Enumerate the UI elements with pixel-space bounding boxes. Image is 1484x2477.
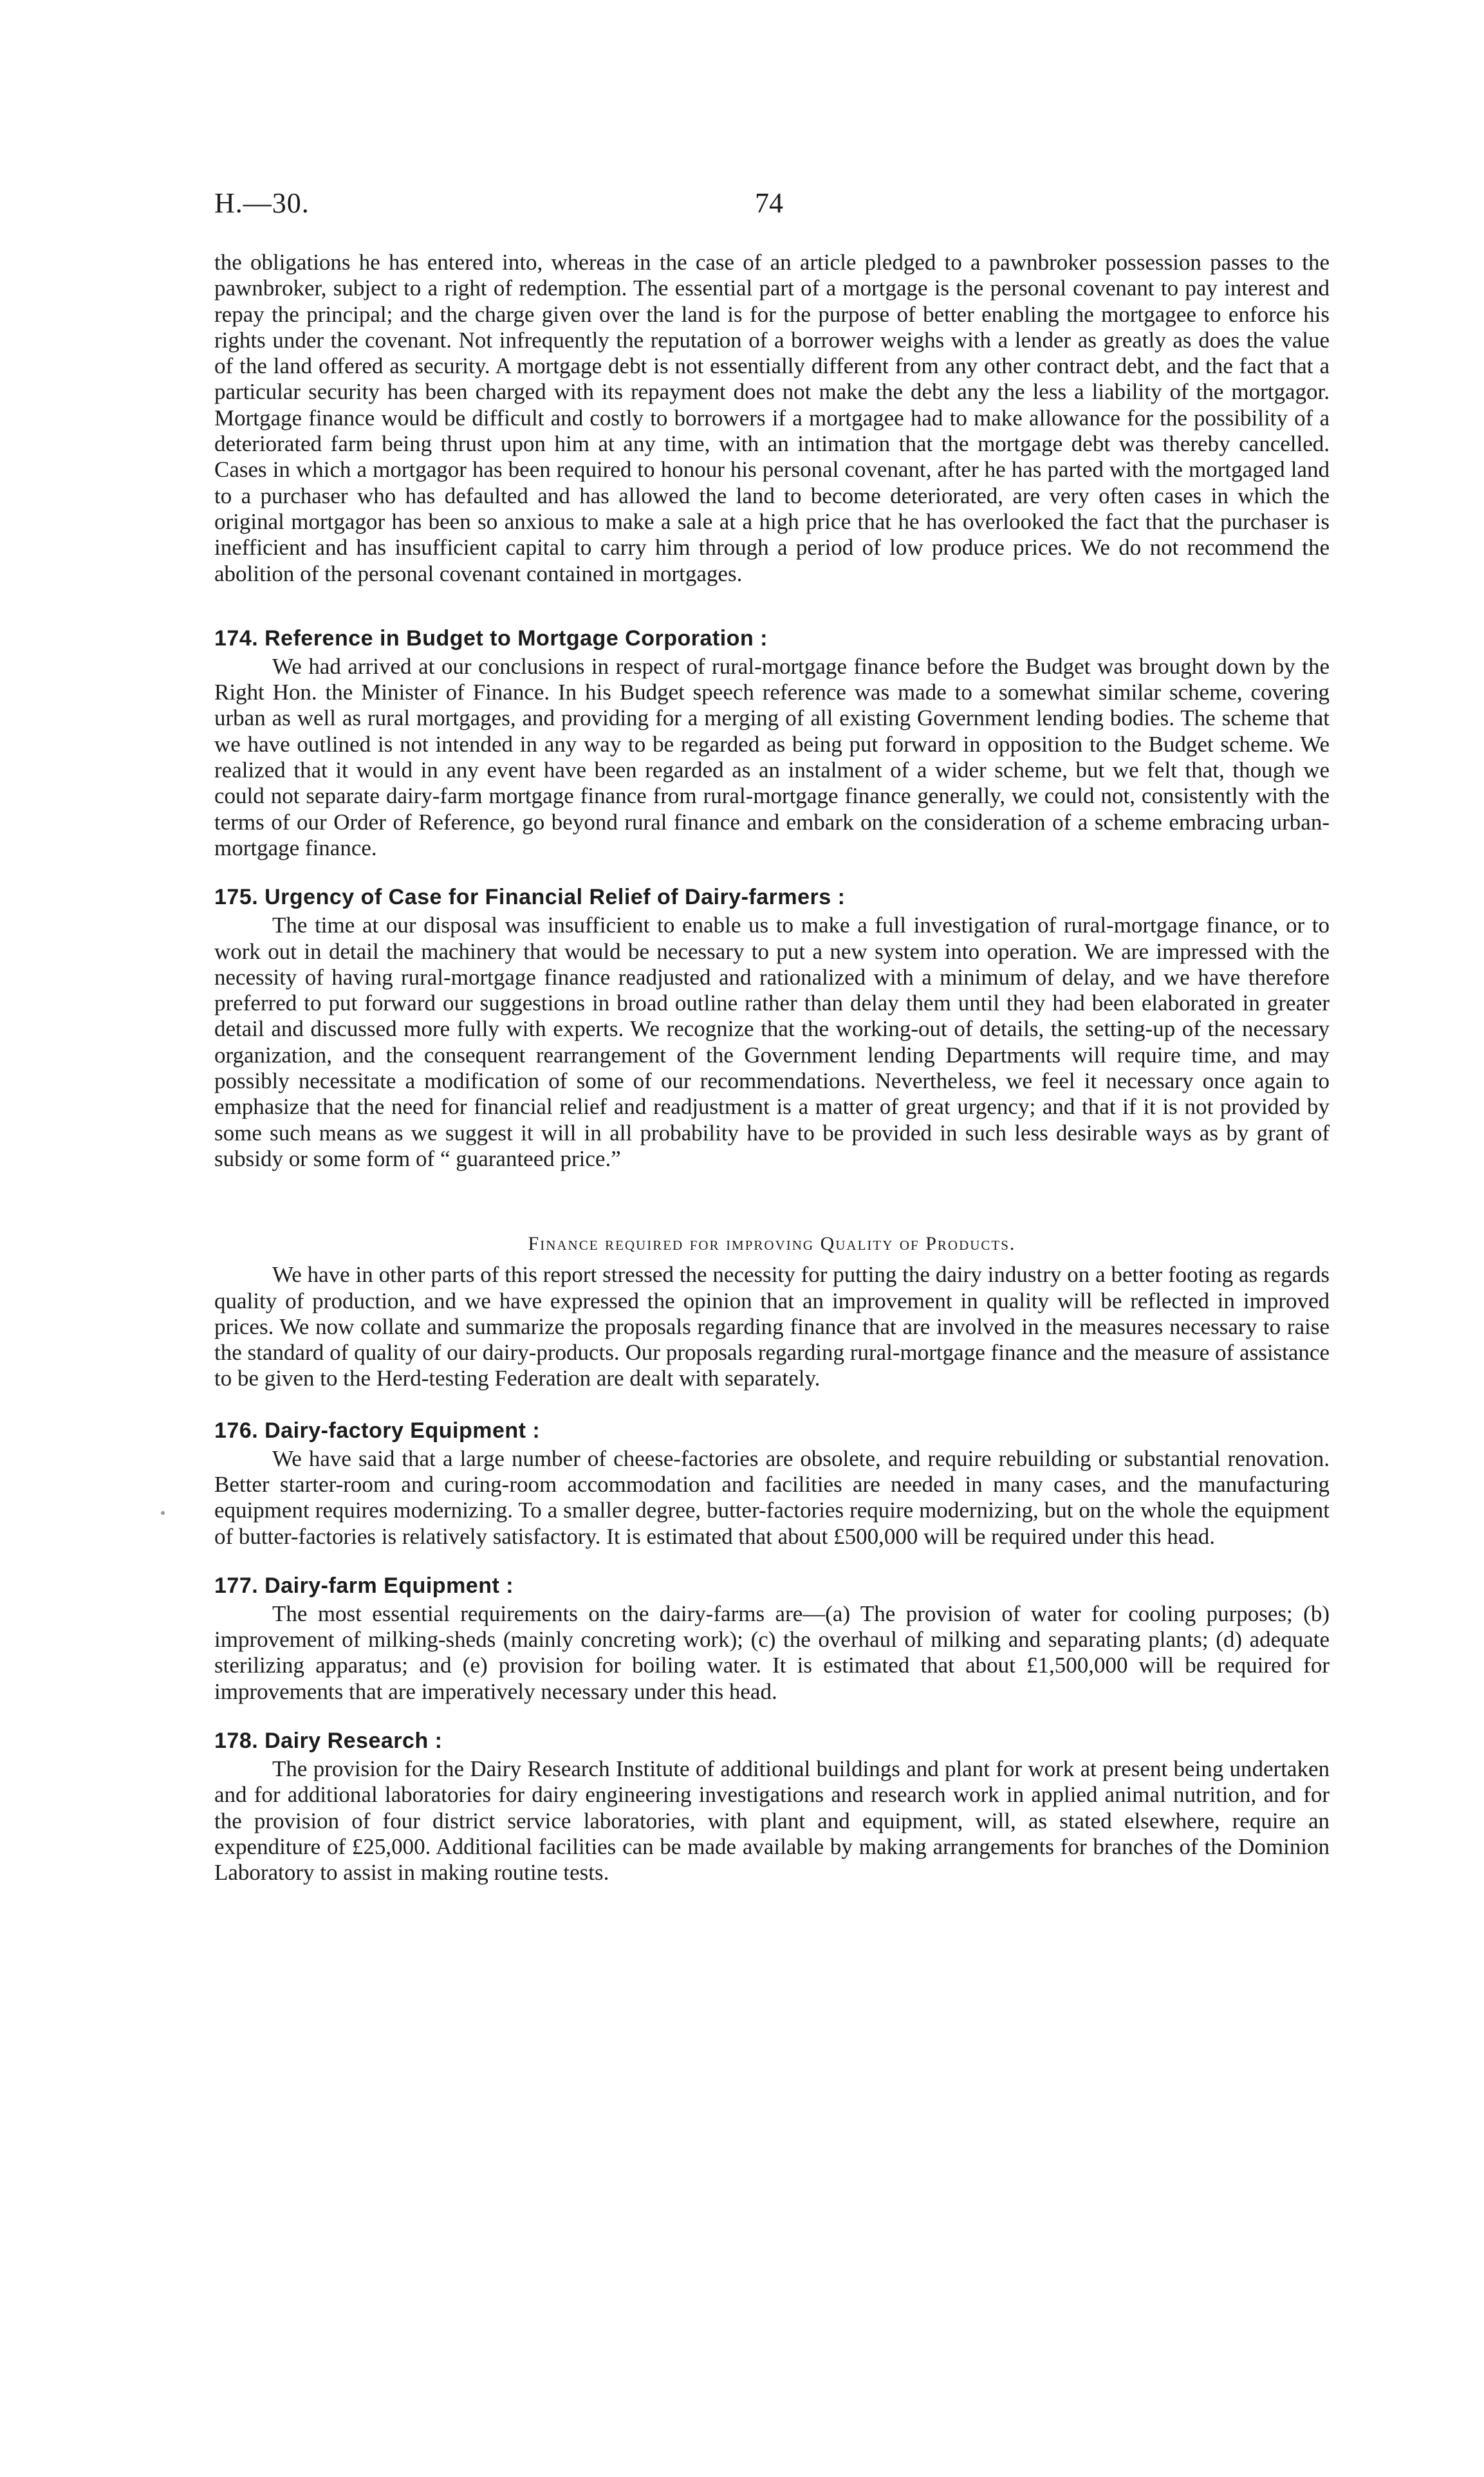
section-paragraph: We had arrived at our conclusions in respect of rural-mortgage finance before the Budget was brought down by the Right Hon. the Minister of Finance. In his Budget speech reference was made to a somewhat similar scheme, covering urban as well as rural mortgages, and providing for a merging of all existing Government lending bodies. The scheme that we have outlined is not intended in any way to be regarded as being put forward in opposition to the Budget scheme. We realized that it would in any event have been regarded as an instalment of a wider scheme, but we felt that, though we could not separate dairy-farm mortgage finance from rural-mortgage finance generally, we could not, consistently with the terms of our Order of Reference, go beyond rural finance and embark on the consideration of a scheme embracing urban-mortgage finance. xyxy=(214,653,1330,860)
margin-mark xyxy=(161,1511,165,1515)
document-reference: H.—30. xyxy=(214,187,310,219)
section-177 xyxy=(214,1572,1330,1705)
section-175 xyxy=(214,883,1330,1172)
section-paragraph: The most essential requirements on the dairy-farms are—(a) The provision of water for cooling purposes; (b) improvement of milking-sheds (mainly concreting work); (c) the overhaul of milking and separating plants; (d) adequate sterilizing apparatus; and (e) provision for boiling water. It is estimated that about £1,500,000 will be required for improvements that are imperatively necessary under this head. xyxy=(214,1600,1330,1704)
section-heading: 174. Reference in Budget to Mortgage Corporation : xyxy=(214,626,768,651)
section-paragraph: We have said that a large number of cheese-factories are obsolete, and require rebuilding or substantial renovation. Better starter-room and curing-room accommodation and facilities are needed in many cases, and the manufacturing equipment requires modernizing. To a smaller degree, butter-factories require modernizing, but on the whole the equipment of butter-factories is relatively satisfactory. It is estimated that about £500,000 will be required under this head. xyxy=(214,1445,1330,1549)
continued-paragraph: the obligations he has entered into, whereas in the case of an article pledged to a pawnbroker possession passes to the pawnbroker, subject to a right of redemption. The essential part of a mortgage is the personal covenant to pay interest and repay the principal; and the charge given over the land is for the purpose of better enabling the mortgagee to enforce his rights under the covenant. Not infrequently the reputation of a borrower weighs with a lender as greatly as does the value of the land offered as security. A mortgage debt is not essentially different from any other contract debt, and the fact that a particular security has been charged with its repayment does not make the debt any the less a liability of the mortgagor. Mortgage finance would be difficult and costly to borrowers if a mortgagee had to make allowance for the possibility of a deteriorated farm being thrust upon him at any time, with an intimation that the mortgage debt was thereby cancelled. Cases in which a mortgagor has been required to honour his personal covenant, after he has parted with the mortgaged land to a purchaser who has defaulted and has allowed the land to become deteriorated, are very often cases in which the original mortgagor has been so anxious to make a sale at a high price that he has overlooked the fact that the purchaser is inefficient and has insufficient capital to carry him through a period of low produce prices. We do not recommend the abolition of the personal covenant contained in mortgages. xyxy=(214,250,1330,586)
page-number: 74 xyxy=(755,187,783,219)
section-paragraph: The provision for the Dairy Research Institute of additional buildings and plant for work at present being undertaken and for additional laboratories for dairy engineering investigations and research work in applied animal nutrition, and for the provision of four district service laboratories, with plant and equipment, will, as stated elsewhere, require an expenditure of £25,000. Additional facilities can be made available by making arrangements for branches of the Dominion Laboratory to assist in making routine tests. xyxy=(214,1756,1330,1886)
section-176 xyxy=(214,1416,1330,1550)
centered-heading: Finance required for improving Quality of Products. xyxy=(528,1233,1016,1255)
section-174 xyxy=(214,624,1330,861)
document-page xyxy=(214,187,1330,1886)
section-heading: 176. Dairy-factory Equipment : xyxy=(214,1418,541,1443)
finance-paragraph: We have in other parts of this report stressed the necessity for putting the dairy industry on a better footing as regards quality of production, and we have expressed the opinion that an improvement in quality will be reflected in improved prices. We now collate and summarize the proposals regarding finance that are involved in the measures necessary to raise the standard of quality of our dairy-products. Our proposals regarding rural-mortgage finance and the measure of assistance to be given to the Herd-testing Federation are dealt with separately. xyxy=(214,1262,1330,1391)
section-heading: 177. Dairy-farm Equipment : xyxy=(214,1573,514,1598)
running-head xyxy=(214,187,1330,225)
section-heading: 175. Urgency of Case for Financial Relief of Dairy-farmers : xyxy=(214,885,846,910)
section-paragraph: The time at our disposal was insufficient to enable us to make a full investigation of rural-mortgage finance, or to work out in detail the machinery that would be necessary to put a new system into operation. We are impressed with the necessity of having rural-mortgage finance readjusted and rationalized with a minimum of delay, and we have therefore preferred to put forward our suggestions in broad outline rather than delay them until they had been elaborated in greater detail and discussed more fully with experts. We recognize that the working-out of details, the setting-up of the necessary organization, and the consequent rearrangement of the Government lending Departments will require time, and may possibly necessitate a modification of some of our recommendations. Nevertheless, we feel it necessary once again to emphasize that the need for financial relief and readjustment is a matter of great urgency; and that if it is not provided by some such means as we suggest it will in all probability have to be provided in such less desirable ways as by grant of subsidy or some form of “ guaranteed price.” xyxy=(214,913,1330,1171)
section-178 xyxy=(214,1727,1330,1886)
section-heading: 178. Dairy Research : xyxy=(214,1729,443,1754)
